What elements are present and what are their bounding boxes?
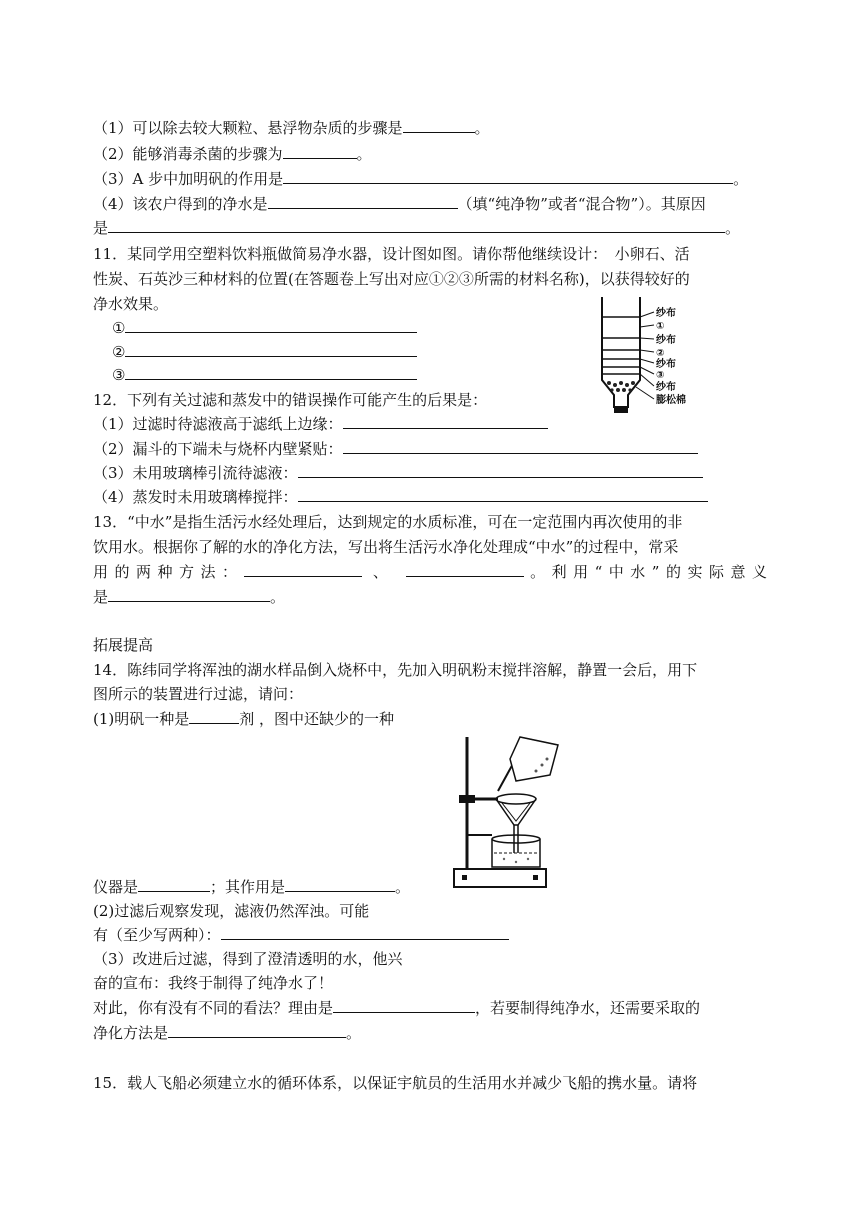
answer-blank[interactable] — [138, 876, 210, 892]
answer-blank[interactable] — [108, 217, 725, 233]
q14-item-3-question: 对此，你有没有不同的看法？理由是 ，若要制得纯净水，还需要采取的 — [93, 999, 701, 1017]
figure-label: 纱布 — [656, 335, 676, 346]
q11-answer-1: ① — [112, 317, 417, 339]
answer-blank[interactable] — [343, 413, 548, 429]
q13-stem-line-4: 是 。 — [93, 588, 286, 606]
answer-blank[interactable] — [285, 876, 395, 892]
q11-stem-line-2: 性炭、石英沙三种材料的位置(在答题卷上写出对应①②③所需的材料名称)，以获得较好的 — [93, 270, 690, 288]
answer-blank[interactable] — [406, 561, 524, 577]
q14-stem-line-2: 图所示的装置进行过滤，请问： — [93, 685, 304, 703]
answer-blank[interactable] — [168, 1022, 346, 1038]
q14-item-2: (2)过滤后观察发现，滤液仍然浑浊。可能 — [93, 902, 370, 920]
answer-blank[interactable] — [108, 586, 270, 602]
section-heading: 拓展提高 — [93, 636, 154, 654]
q11-answer-2: ② — [112, 341, 417, 363]
answer-blank[interactable] — [125, 341, 417, 357]
q12-stem: 12．下列有关过滤和蒸发中的错误操作可能产生的后果是： — [93, 391, 488, 409]
q14-item-1: (1)明矾一种是 剂 ，图中还缺少的一种 — [93, 710, 395, 728]
q10-item-1: （1）可以除去较大颗粒、悬浮物杂质的步骤是 。 — [93, 119, 490, 137]
q12-item-3: （3）未用玻璃棒引流待滤液： — [93, 462, 703, 484]
answer-blank[interactable] — [343, 438, 698, 454]
figure-label: 膨松棉 — [656, 395, 686, 406]
answer-blank[interactable] — [283, 143, 357, 159]
q12-item-2: （2）漏斗的下端未与烧杯内壁紧贴： — [93, 438, 698, 460]
q12-item-1: （1）过滤时待滤液高于滤纸上边缘： — [93, 413, 548, 435]
answer-blank[interactable] — [221, 924, 509, 940]
q14-item-2-cont: 有（至少写两种）： — [93, 924, 509, 946]
figure-label: ① — [656, 321, 665, 332]
q14-item-1-cont: 仪器是 ；其作用是 。 — [93, 878, 411, 896]
figure-label: 纱布 — [656, 308, 676, 319]
q10-item-2: （2）能够消毒杀菌的步骤为 。 — [93, 145, 372, 163]
q13-stem-line-1: 13．“中水”是指生活污水经处理后，达到规定的水质标准，可在一定范围内再次使用的非 — [93, 513, 683, 531]
q13-stem-line-2: 饮用水。根据你了解的水的净化方法，写出将生活污水净化处理成“中水”的过程中，常采 — [93, 538, 679, 556]
figure-label: 纱布 — [656, 382, 676, 393]
q10-item-4-cont: 是 。 — [93, 219, 741, 237]
q11-stem-line-1: 11．某同学用空塑料饮料瓶做简易净水器，设计图如图。请你帮他继续设计： 小卵石、活 — [93, 245, 690, 263]
q14-item-3: （3）改进后过滤，得到了澄清透明的水，他兴 — [93, 950, 403, 968]
answer-blank[interactable] — [283, 168, 733, 184]
filtration-apparatus-figure — [450, 735, 575, 895]
figure-label: 纱布 — [656, 359, 676, 370]
answer-blank[interactable] — [125, 364, 417, 380]
bottle-filter-figure — [592, 295, 712, 425]
answer-blank[interactable] — [125, 317, 417, 333]
answer-blank[interactable] — [333, 997, 475, 1013]
q11-stem-line-3: 净水效果。 — [93, 295, 169, 313]
answer-blank[interactable] — [298, 462, 703, 478]
q10-item-4: （4）该农户得到的净水是 （填“纯净物”或者“混合物”）。其原因 — [93, 195, 706, 213]
q15-stem-line-1: 15．载人飞船必须建立水的循环体系，以保证宇航员的生活用水并减少飞船的携水量。请将 — [93, 1074, 698, 1092]
answer-blank[interactable] — [298, 486, 708, 502]
q14-item-3-cont: 奋的宣布：我终于制得了纯净水了！ — [93, 974, 334, 992]
answer-blank[interactable] — [189, 708, 239, 724]
q13-stem-line-3: 用的两种方法： 、 。利用“中水”的实际意义 — [93, 563, 767, 581]
figure-label: ③ — [656, 370, 665, 381]
q11-answer-3: ③ — [112, 364, 417, 386]
q14-stem-line-1: 14．陈纬同学将浑浊的湖水样品倒入烧杯中，先加入明矾粉末搅拌溶解，静置一会后，用下 — [93, 661, 698, 679]
answer-blank[interactable] — [268, 193, 458, 209]
figure-label: ② — [656, 348, 665, 359]
q12-item-4: （4）蒸发时未用玻璃棒搅拌： — [93, 486, 708, 508]
q10-item-3: （3）A 步中加明矾的作用是 。 — [93, 170, 749, 188]
q14-item-3-method: 净化方法是 。 — [93, 1024, 362, 1042]
answer-blank[interactable] — [403, 117, 475, 133]
answer-blank[interactable] — [244, 561, 362, 577]
